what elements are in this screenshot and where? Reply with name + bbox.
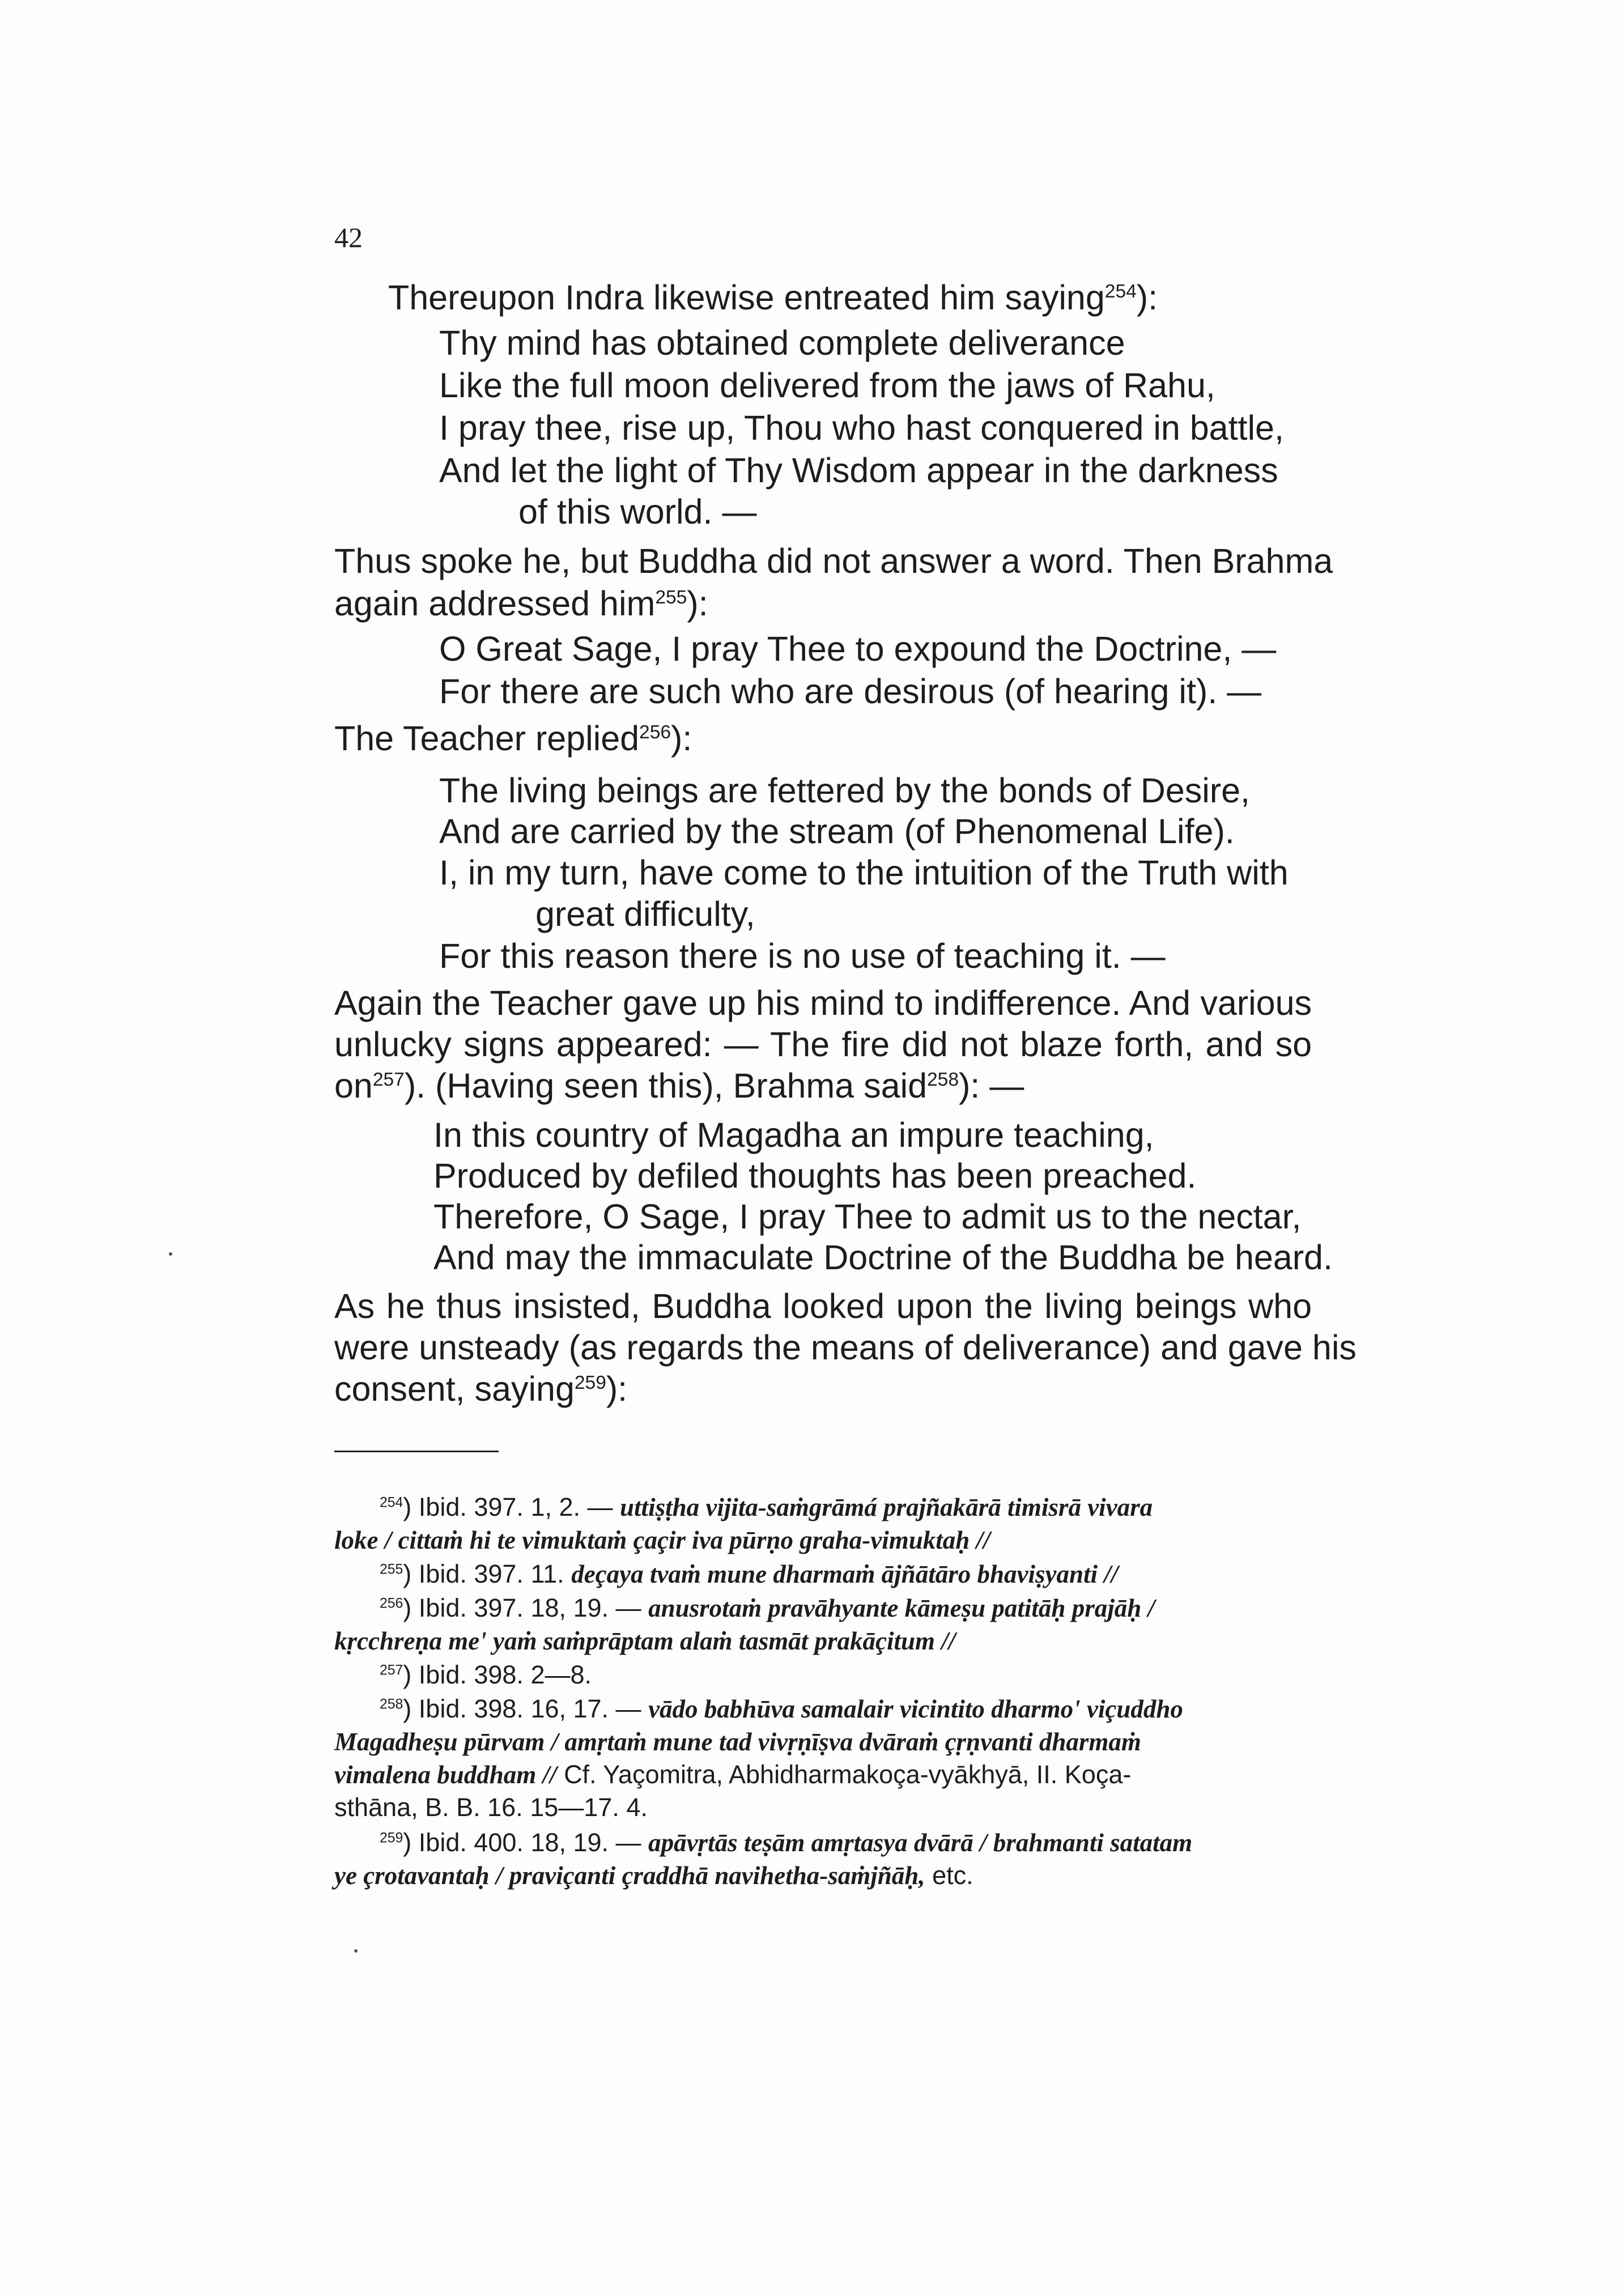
footnote-259-cont: ye çrotavantaḥ / praviçanti çraddhā navihetha-saṁjñāḥ, etc.	[334, 1861, 973, 1890]
body-line: unlucky signs appeared: — The fire did not blaze forth, and so	[334, 1025, 1312, 1064]
body-line: $on^{257}$). (Having seen this), Brahma said$^{258}$): —	[334, 1066, 1024, 1105]
verse-line: For there are such who are desirous (of hearing it). —	[439, 672, 1262, 711]
verse-line: For this reason there is no use of teaching it. —	[439, 937, 1166, 975]
body-line: again addressed him$^{255}$):	[334, 584, 708, 623]
footnote-257: $^{257}$) Ibid. 398. 2—8.	[380, 1660, 592, 1689]
verse-line: Produced by defiled thoughts has been preached.	[433, 1156, 1197, 1195]
verse-line: of this world. —	[518, 492, 757, 531]
footnote-255: $^{255}$) Ibid. 397. 11. deçaya tvaṁ mune dharmaṁ ājñātāro bhaviṣyanti //	[380, 1559, 1119, 1588]
verse-line: Therefore, O Sage, I pray Thee to admit us to the nectar,	[433, 1197, 1302, 1236]
footnote-258-cont: Magadheṣu pūrvam / amṛtaṁ mune tad vivṛṇīṣva dvāraṁ çṛṇvanti dharmaṁ	[334, 1728, 1141, 1756]
verse-line: I, in my turn, have come to the intuition of the Truth with	[439, 853, 1289, 892]
verse-line: O Great Sage, I pray Thee to expound the Doctrine, —	[439, 630, 1277, 668]
verse-line: great difficulty,	[535, 895, 755, 933]
footnote-ref: 256	[639, 722, 671, 743]
verse-line: And are carried by the stream (of Phenomenal Life).	[439, 812, 1235, 851]
footnote-254-cont: loke / cittaṁ hi te vimuktaṁ çaçir iva pūrṇo graha-vimuktaḥ //	[334, 1526, 990, 1554]
verse-line: Like the full moon delivered from the jaws of Rahu,	[439, 366, 1215, 405]
verse-line: The living beings are fettered by the bonds of Desire,	[439, 771, 1250, 810]
verse-line: And may the immaculate Doctrine of the Buddha be heard.	[433, 1238, 1333, 1277]
footnote-ref: 258	[927, 1069, 959, 1091]
footnote-259: $^{259}$) Ibid. 400. 18, 19. — apāvṛtās teṣām amṛtasya dvārā / brahmanti satatam	[380, 1828, 1193, 1857]
footnote-256-cont: kṛcchreṇa me' yaṁ saṁprāptam alaṁ tasmāt prakāçitum //	[334, 1627, 956, 1655]
footnote-258-cont: sthāna, B. B. 16. 15—17. 4.	[334, 1793, 648, 1822]
footnote-ref: 254	[1104, 281, 1137, 303]
body-line: consent, saying$^{259}$):	[334, 1370, 628, 1408]
page-number: 42	[334, 222, 363, 253]
body-line: were unsteady (as regards the means of deliverance) and gave his	[334, 1328, 1357, 1367]
body-line: Again the Teacher gave up his mind to indifference. And various	[334, 984, 1312, 1022]
footnote-258-cont: vimalena buddham // Cf. Yaçomitra, Abhidharmakoça-vyākhyā, II. Koça-	[334, 1760, 1132, 1789]
verse-line: And let the light of Thy Wisdom appear in the darkness	[439, 451, 1278, 490]
footnote-rule	[334, 1451, 499, 1452]
verse-line: In this country of Magadha an impure teaching,	[433, 1116, 1154, 1154]
body-line: Thereupon Indra likewise entreated him saying$^{254}$):	[388, 278, 1158, 317]
body-line: The Teacher replied$^{256}$):	[334, 719, 692, 758]
footnote-ref: 255	[655, 587, 687, 609]
scan-speck	[169, 1252, 172, 1256]
body-line: Thus spoke he, but Buddha did not answer a word. Then Brahma	[334, 542, 1333, 580]
scan-speck	[354, 1949, 358, 1953]
verse-line: I pray thee, rise up, Thou who hast conquered in battle,	[439, 409, 1284, 447]
verse-line: Thy mind has obtained complete deliverance	[439, 324, 1125, 362]
footnote-254: $^{254}$) Ibid. 397. 1, 2. — uttiṣṭha vijita-saṁgrāmá prajñakārā timisrā vivara	[380, 1493, 1153, 1521]
body-line: As he thus insisted, Buddha looked upon the living beings who	[334, 1287, 1312, 1325]
footnote-ref: 259	[574, 1372, 606, 1394]
footnote-258: $^{258}$) Ibid. 398. 16, 17. — vādo babhūva samalair vicintito dharmo' viçuddho	[380, 1694, 1183, 1723]
footnote-ref: 257	[372, 1069, 405, 1091]
footnote-256: $^{256}$) Ibid. 397. 18, 19. — anusrotaṁ pravāhyante kāmeṣu patitāḥ prajāḥ /	[380, 1593, 1155, 1622]
